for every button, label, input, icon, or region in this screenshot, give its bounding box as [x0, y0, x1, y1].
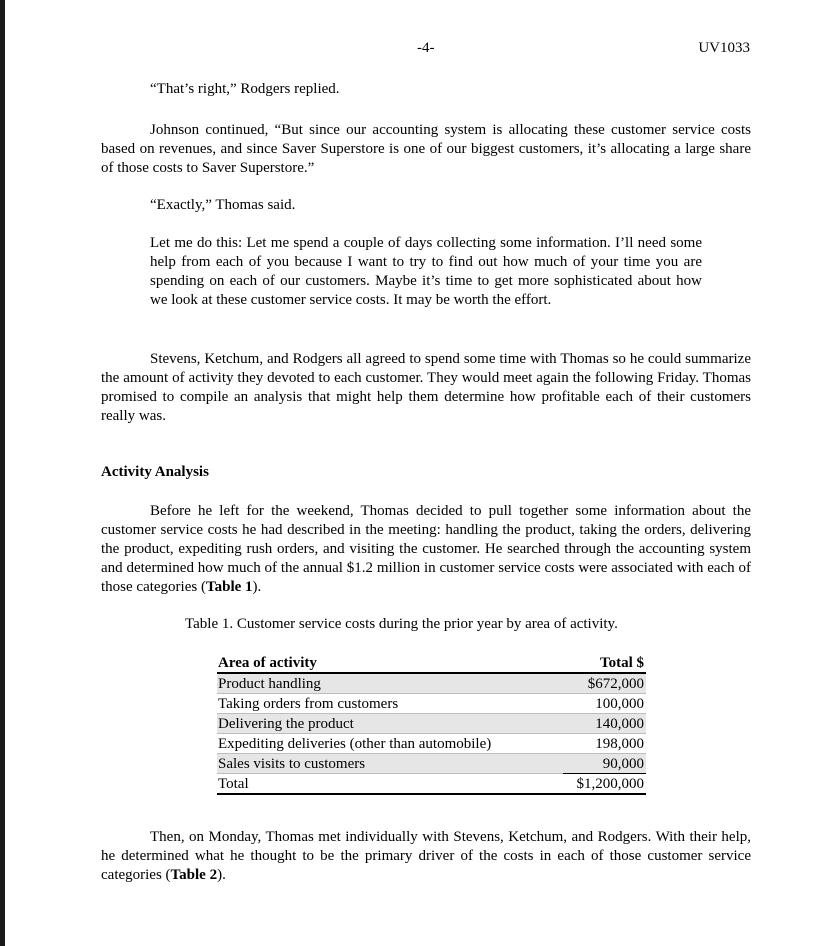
page-edge-rule: [0, 0, 5, 946]
column-header-total: Total $: [563, 653, 646, 673]
table-row: Sales visits to customers 90,000: [218, 755, 644, 772]
table-caption: Table 1. Customer service costs during the prior year by area of activity.: [185, 616, 618, 632]
table-reference: Table 2: [170, 867, 218, 883]
paragraph-weekend-analysis: Before he left for the weekend, Thomas decided to pull together some information about the customer service costs he had described in the meeting: handling the product, taking the orders, delivering the product, expediting rush orders, and visiting the customer. He searched through the accounting system and determined how much of the annual $1.2 million in customer service costs were associated with each of those categories (Table 1).: [101, 503, 751, 595]
table-row: Taking orders from customers 100,000: [218, 695, 644, 712]
table-row: Delivering the product 140,000: [218, 715, 644, 732]
paragraph-agreed-meeting: Stevens, Ketchum, and Rodgers all agreed to spend some time with Thomas so he could summarize the amount of activity they devoted to each customer. They would meet again the following Friday. Thomas promised to compile an analysis that might help them determine how profitable each of their customers really was.: [101, 351, 751, 424]
document-id: UV1033: [698, 40, 750, 56]
paragraph-monday-meeting: Then, on Monday, Thomas met individually with Stevens, Ketchum, and Rodgers. With their help, he determined what he thought to be the primary driver of the costs in each of those customer service categories (Table 2).: [101, 829, 751, 883]
paragraph-rodgers-reply: “That’s right,” Rodgers replied.: [150, 81, 340, 97]
page-number: -4-: [417, 40, 435, 56]
column-header-activity: Area of activity: [217, 653, 552, 673]
table-row: Product handling $672,000: [217, 673, 646, 694]
table-total-row: Total $1,200,000: [217, 774, 646, 795]
table-reference: Table 1: [205, 579, 253, 595]
table-header-row: [217, 653, 646, 673]
section-heading-activity-analysis: Activity Analysis: [101, 464, 209, 480]
paragraph-johnson-continued: Johnson continued, “But since our accounting system is allocating these customer service costs based on revenues, and since Saver Superstore is one of our biggest customers, it’s allocating a large share of those costs to Saver Superstore.”: [101, 122, 751, 176]
paragraph-thomas-exactly: “Exactly,” Thomas said.: [150, 197, 296, 213]
block-quote-thomas: Let me do this: Let me spend a couple of days collecting some information. I’ll need some help from each of you because I want to try to find out how much of your time you are spending on each of our customers. Maybe it’s time to get more sophisticated about how we look at these customer service costs. It may be worth the effort.: [150, 235, 702, 308]
table-row: Expediting deliveries (other than automobile) 198,000: [218, 735, 644, 752]
cost-table: [217, 653, 646, 795]
